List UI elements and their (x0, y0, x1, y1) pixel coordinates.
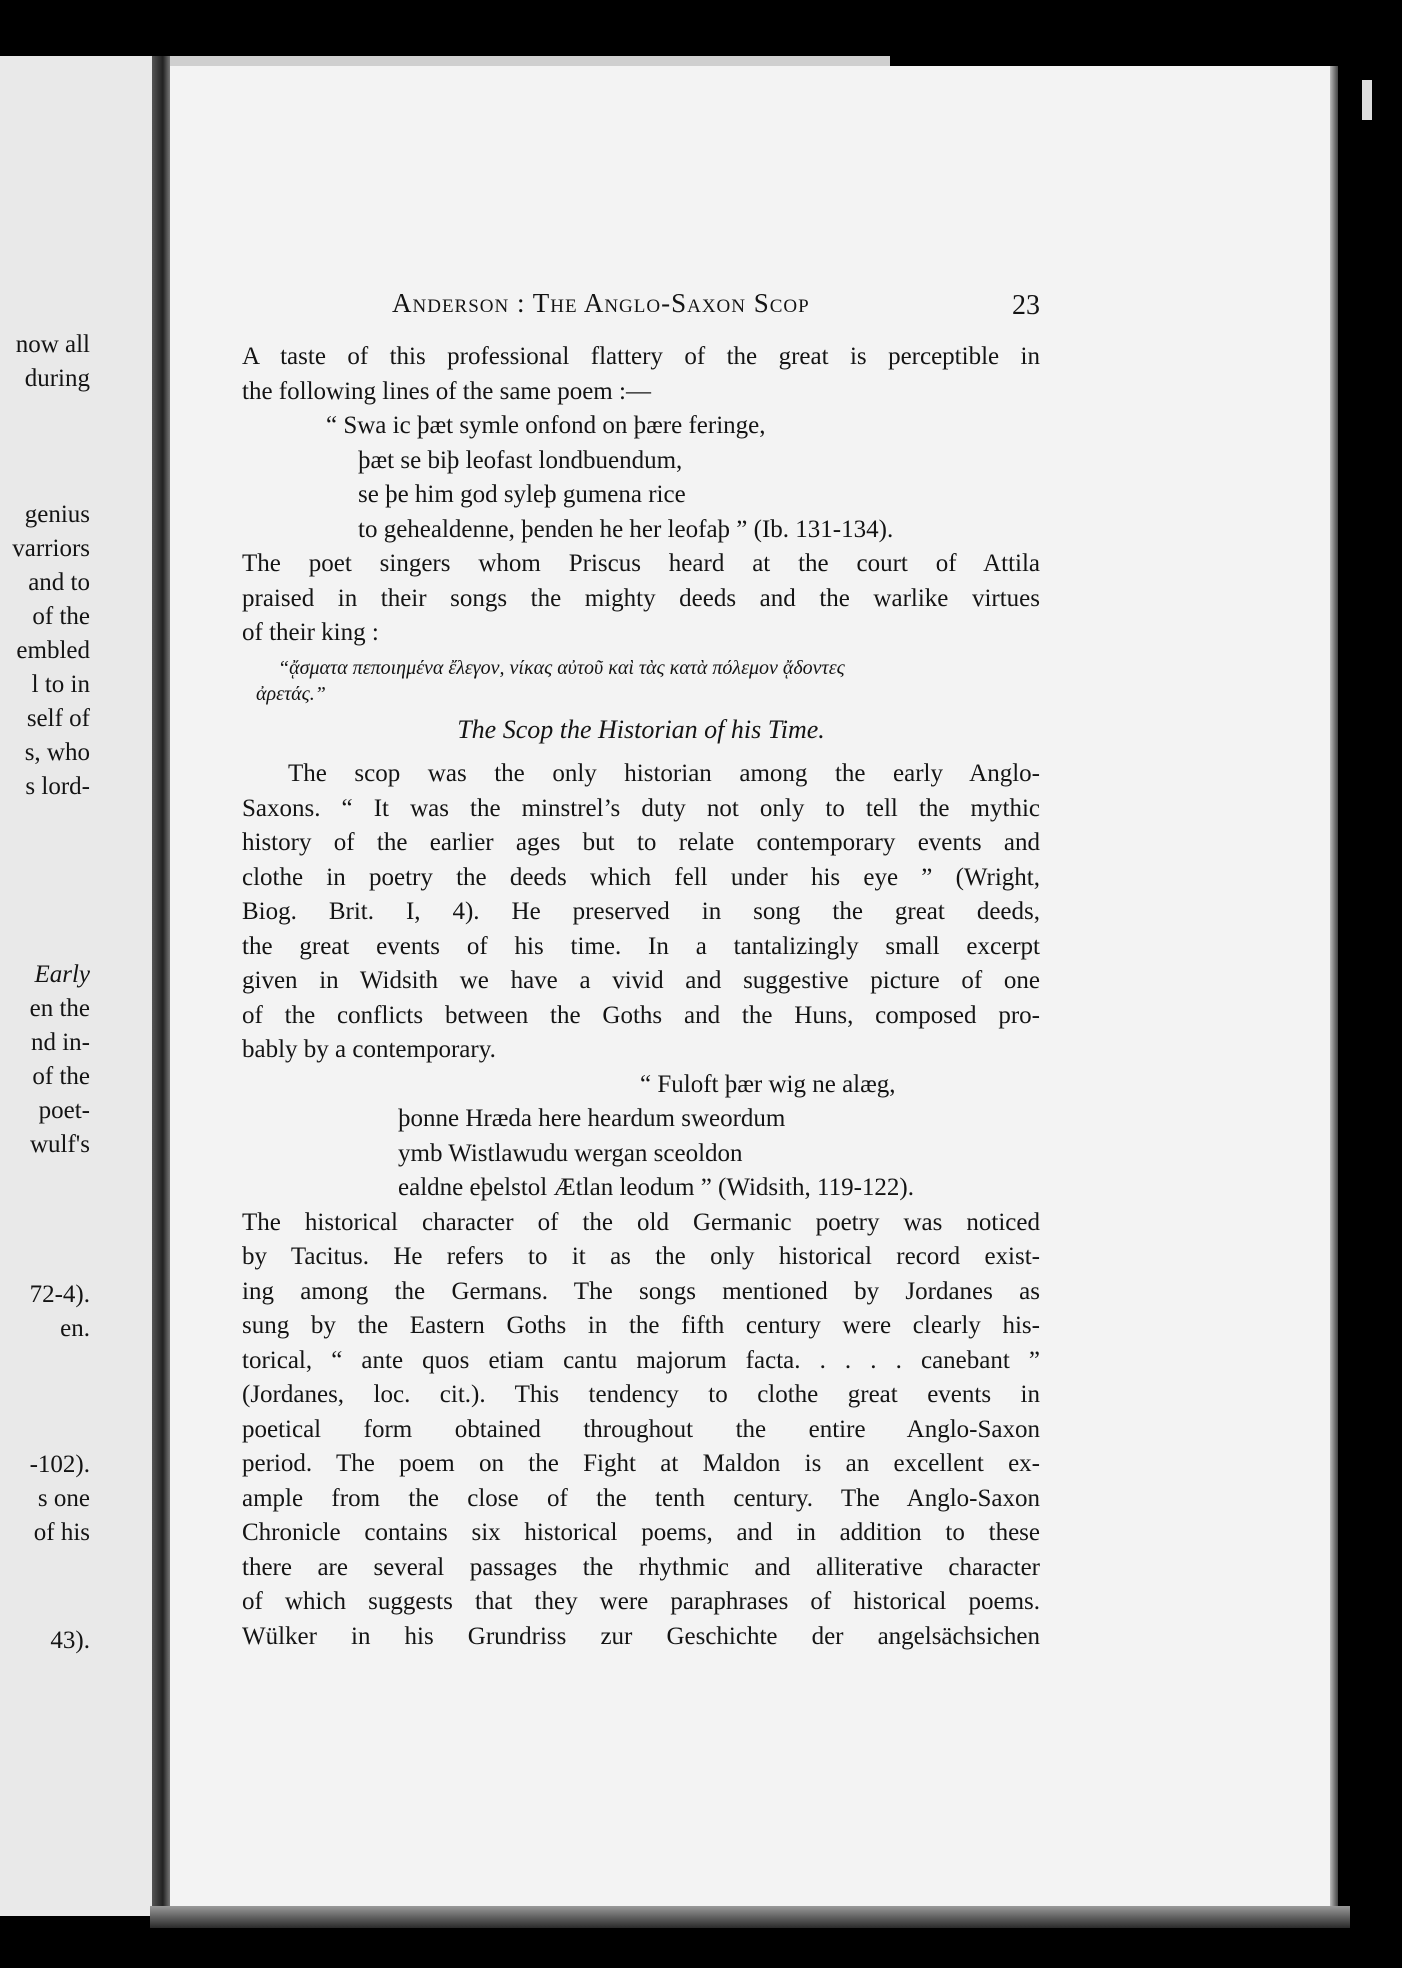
text-line: The historical character of the old Germanic poetry was noticed (242, 1208, 1040, 1236)
verse-2 (242, 1068, 1040, 1206)
left-fragment: s, who (24, 739, 90, 766)
section-heading: The Scop the Historian of his Time. (457, 714, 825, 744)
text-line: The scop was the only historian among the early Anglo- (288, 760, 1040, 787)
left-fragment: varriors (12, 535, 90, 562)
page-bottom-edge (150, 1906, 1350, 1928)
verse-line: se þe him god syleþ gumena rice (358, 481, 686, 508)
verse-line: ealdne eþelstol Ætlan leodum ” (Widsith, 119-122). (398, 1174, 915, 1201)
left-fragment: of the (32, 1063, 90, 1090)
left-fragment: now all (15, 331, 90, 358)
left-fragment: nd in- (30, 1029, 90, 1056)
text-line: of their king : (242, 619, 379, 646)
text-line: ing among the Germans. The songs mentioned by Jordanes as (242, 1277, 1040, 1305)
left-fragment: and to (28, 569, 90, 596)
page-body (242, 340, 1040, 1654)
left-fragment: of his (33, 1519, 90, 1546)
text-line: Saxons. “ It was the minstrel’s duty not only to tell the mythic (242, 794, 1040, 822)
book-spine (152, 56, 170, 1916)
text-line: given in Widsith we have a vivid and suggestive picture of one (242, 967, 1040, 994)
paragraph-3 (242, 757, 1040, 1068)
left-fragment: en the (29, 995, 90, 1022)
text-line: the great events of his time. In a tantalizingly small excerpt (242, 932, 1040, 960)
text-line: bably by a contemporary. (242, 1036, 496, 1063)
verse-line: þæt se biþ leofast londbuendum, (358, 446, 683, 474)
running-title: Anderson : The Anglo-Saxon Scop (392, 288, 810, 318)
left-fragment: during (24, 365, 90, 392)
scan-mark (1362, 80, 1372, 120)
verse-line: ymb Wistlawudu wergan sceoldon (398, 1139, 743, 1167)
text-line: by Tacitus. He refers to it as the only historical record exist- (242, 1243, 1040, 1270)
verse-line: “ Fuloft þær wig ne alæg, (640, 1070, 896, 1098)
paragraph-2 (242, 547, 1040, 651)
text-line: Wülker in his Grundriss zur Geschichte der angelsächsichen (242, 1622, 1040, 1650)
verse-line: to gehealdenne, þenden he her leofaþ ” (Ib. 131-134). (358, 515, 894, 543)
text-line: Biog. Brit. I, 4). He preserved in song the great deeds, (242, 898, 1040, 925)
left-fragment: s one (37, 1485, 90, 1512)
left-fragment: self of (26, 705, 90, 732)
left-fragment: en. (60, 1315, 90, 1342)
text-line: there are several passages the rhythmic and alliterative character (242, 1553, 1040, 1581)
verse-line: þonne Hræda here heardum sweordum (398, 1105, 786, 1132)
text-line: period. The poem on the Fight at Maldon is an excellent ex- (242, 1450, 1040, 1477)
greek-line: “ᾄσματα πεποιημένα ἔλεγον, νίκας αὐτοῦ καὶ τὰς κατὰ πόλεμον ᾄδοντες (278, 656, 845, 679)
text-line: of which suggests that they were paraphrases of historical poems. (242, 1588, 1040, 1615)
text-line: the following lines of the same poem :— (242, 377, 651, 405)
text-line: poetical form obtained throughout the entire Anglo-Saxon (242, 1415, 1040, 1443)
greek-line: ἀρετάς.” (256, 682, 326, 705)
text-line: sung by the Eastern Goths in the fifth century were clearly his- (242, 1312, 1040, 1339)
text-line: of the conflicts between the Goths and the Huns, composed pro- (242, 1001, 1040, 1029)
page-top-edge (170, 56, 890, 66)
text-line: The poet singers whom Priscus heard at the court of Attila (242, 550, 1040, 577)
left-fragment: embled (16, 637, 90, 664)
verse-line: “ Swa ic þæt symle onfond on þære feringe, (326, 412, 766, 439)
left-fragment: l to in (31, 671, 90, 698)
greek-quotation (242, 655, 1040, 707)
text-line: (Jordanes, loc. cit.). This tendency to clothe great events in (242, 1381, 1040, 1408)
paragraph-4 (242, 1206, 1040, 1655)
left-fragment: s lord- (25, 773, 90, 800)
page-number: 23 (1012, 290, 1040, 321)
text-line: praised in their songs the mighty deeds and the warlike virtues (242, 584, 1040, 612)
text-line: A taste of this professional flattery of the great is perceptible in (242, 343, 1040, 370)
text-line: clothe in poetry the deeds which fell under his eye ” (Wright, (242, 863, 1040, 891)
left-fragment: Early (34, 961, 90, 988)
left-fragment: wulf's (29, 1131, 90, 1158)
left-fragment: 72-4). (29, 1281, 90, 1308)
paragraph-1 (242, 340, 1040, 409)
text-line: history of the earlier ages but to relate contemporary events and (242, 829, 1040, 856)
running-head (392, 288, 1040, 324)
left-fragment: genius (24, 501, 90, 528)
text-line: torical, “ ante quos etiam cantu majorum facta. . . . . canebant ” (242, 1346, 1040, 1374)
page-right-edge (1330, 66, 1338, 1906)
left-fragment: poet- (38, 1097, 90, 1124)
text-line: ample from the close of the tenth century. The Anglo-Saxon (242, 1484, 1040, 1512)
left-fragment: 43). (50, 1627, 90, 1654)
verse-1 (242, 409, 1040, 547)
left-fragment: of the (32, 603, 90, 630)
left-fragment: -102). (29, 1451, 90, 1478)
text-line: Chronicle contains six historical poems, and in addition to these (242, 1519, 1040, 1546)
